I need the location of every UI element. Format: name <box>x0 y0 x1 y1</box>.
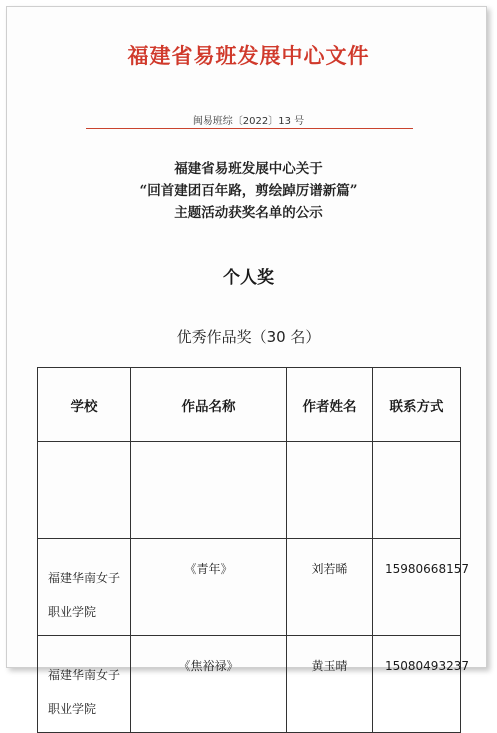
header-author-name: 作者姓名 <box>287 368 373 442</box>
table-row <box>38 636 461 733</box>
cell-phone <box>373 636 469 733</box>
notice-title-line-1: 福建省易班发展中心关于 <box>174 161 323 177</box>
cell-work <box>131 636 287 733</box>
red-divider <box>86 128 413 129</box>
school-name: 福建华南女子职业学院 <box>48 668 121 716</box>
cell-school <box>38 539 131 636</box>
author-name: 刘若晞 <box>311 562 348 576</box>
header-work-title: 作品名称 <box>131 368 287 442</box>
work-title: 《青年》 <box>184 562 233 576</box>
contact-phone: 15980668157 <box>385 562 469 576</box>
notice-title-line-3: 主题活动获奖名单的公示 <box>174 205 323 221</box>
notice-title <box>0 158 497 224</box>
table-row <box>38 539 461 636</box>
notice-title-line-2: “回首建团百年路，剪绘踔厉谱新篇” <box>139 183 358 199</box>
author-name: 黄玉晴 <box>311 659 348 673</box>
contact-phone: 15080493237 <box>385 659 469 673</box>
work-title: 《焦裕禄》 <box>178 659 239 673</box>
document-number: 闽易班综〔2022〕13 号 <box>192 116 305 127</box>
cell-work <box>131 539 287 636</box>
header-contact: 联系方式 <box>373 368 461 442</box>
cell-phone <box>373 539 469 636</box>
section-title: 个人奖 <box>223 268 274 288</box>
award-category-title: 优秀作品奖（30 名） <box>176 328 321 346</box>
document-header-title: 福建省易班发展中心文件 <box>127 44 370 68</box>
school-name: 福建华南女子职业学院 <box>48 571 121 619</box>
table-header-row <box>38 368 461 442</box>
header-school: 学校 <box>38 368 131 442</box>
cell-school <box>38 636 131 733</box>
table-spacer <box>38 442 461 539</box>
awards-table <box>37 367 469 733</box>
cell-author <box>287 636 373 733</box>
cell-author <box>287 539 373 636</box>
